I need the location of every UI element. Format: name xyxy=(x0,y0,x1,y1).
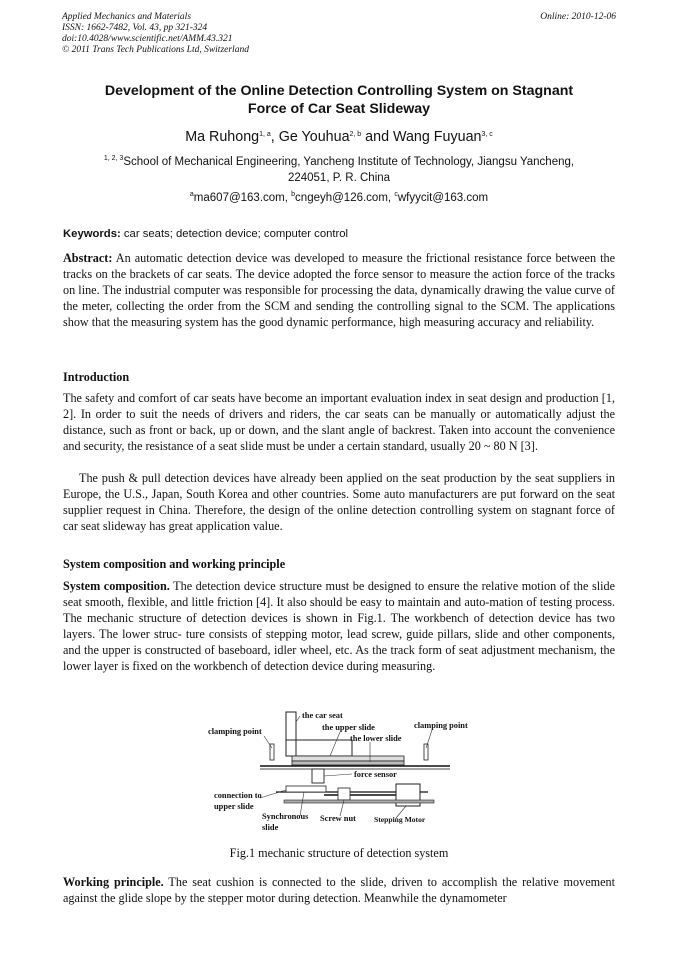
email-c[interactable]: wfyycit@163.com xyxy=(397,192,489,204)
doi-line: doi:10.4028/www.scientific.net/AMM.43.321 xyxy=(62,34,233,44)
author-1: Ma Ruhong xyxy=(185,129,260,145)
abstract-label: Abstract: xyxy=(63,251,113,265)
label-connection-2: upper slide xyxy=(214,802,254,811)
copyright-line: © 2011 Trans Tech Publications Ltd, Switzerland xyxy=(62,45,249,55)
system-heading: System composition and working principle xyxy=(63,557,286,571)
leader-line xyxy=(426,730,432,748)
author-1-sup: 1, a xyxy=(259,131,271,138)
working-principle-text: The seat cushion is connected to the slide, driven to accomplish the relative movement against the glide slope by the stepper motor during detection. Meanwhile the dynamometer xyxy=(63,875,615,905)
mechanic-structure-figure xyxy=(200,700,480,834)
journal-name: Applied Mechanics and Materials xyxy=(62,12,192,22)
label-connection-1: connection to xyxy=(214,791,262,800)
label-force-sensor: force sensor xyxy=(354,770,397,779)
lower-slide-shape xyxy=(292,761,404,765)
affiliation xyxy=(60,154,618,186)
email-a[interactable]: ma607@163.com, xyxy=(193,192,292,204)
author-separator: , xyxy=(270,129,279,145)
synchronous-slide-shape xyxy=(286,786,326,792)
author-list xyxy=(60,129,618,145)
email-list xyxy=(60,192,618,204)
author-2: Ge Youhua xyxy=(278,129,350,145)
system-composition-label: System composition. xyxy=(63,579,170,593)
issn-line: ISSN: 1662-7482, Vol. 43, pp 321-324 xyxy=(62,23,208,33)
keywords xyxy=(63,228,615,240)
email-b[interactable]: cngeyh@126.com, xyxy=(295,192,395,204)
intro-paragraph-2: The push & pull detection devices have already been applied on the seat production by the seat suppliers in Europe, the U.S., Japan, South Korea and other countries. Some auto manufacturers are put forward on the seat supplier request in China. Therefore, the design of the online detection controlling system on stagnant force of car seat slideway has great application value. xyxy=(63,471,615,533)
seat-back-shape xyxy=(286,712,296,756)
working-principle-paragraph xyxy=(63,874,615,906)
email-sup: a xyxy=(189,191,194,198)
upper-slide-shape xyxy=(292,756,404,761)
label-synchronous-2: slide xyxy=(262,823,279,832)
label-upper-slide: the upper slide xyxy=(322,723,375,732)
label-car-seat: the car seat xyxy=(302,711,343,720)
figure-caption: Fig.1 mechanic structure of detection system xyxy=(229,846,449,860)
title-line-1: Development of the Online Detection Controlling System on Stagnant xyxy=(104,83,574,99)
keywords-label: Keywords: xyxy=(63,228,121,240)
clamp-post-right xyxy=(424,744,428,760)
email-sup: b xyxy=(291,191,296,198)
affiliation-line-2: 224051, P. R. China xyxy=(287,172,391,184)
leader-line xyxy=(264,736,272,748)
working-principle-label: Working principle. xyxy=(63,875,164,889)
base-plate-shape xyxy=(284,800,434,803)
label-stepping-motor: Stepping Motor xyxy=(374,815,426,824)
author-3: Wang Fuyuan xyxy=(393,129,482,145)
intro-paragraph-1: The safety and comfort of car seats have become an important evaluation index in seat design and production [1, 2]. In order to suit the needs of drivers and riders, the car seats can be manually or automatically adjust the distance, such as front or back, up or down, and the slant angle of backrest. Taken into account the convenience and security, the resistance of a seat slide must be under a certain standard, usually 20 ~ 80 N [3]. xyxy=(63,391,615,453)
affiliation-sup: 1, 2, 3 xyxy=(103,155,124,162)
leader-line xyxy=(260,790,286,798)
email-sup: c xyxy=(394,191,398,198)
journal-header xyxy=(62,12,249,56)
leader-line xyxy=(296,716,300,722)
label-clamping-point-left: clamping point xyxy=(208,727,262,736)
force-sensor-shape xyxy=(312,769,324,783)
author-2-sup: 2, b xyxy=(349,131,362,138)
label-screw-nut: Screw nut xyxy=(320,814,356,823)
screw-nut-shape xyxy=(338,788,350,800)
keywords-text: car seats; detection device; computer control xyxy=(120,228,349,240)
abstract xyxy=(63,250,615,330)
affiliation-line-1: School of Mechanical Engineering, Yancheng Institute of Technology, Jiangsu Yancheng, xyxy=(123,156,575,168)
system-composition-paragraph xyxy=(63,578,615,674)
system-composition-text: The detection device structure must be designed to ensure the relative motion of the slide seat smooth, flexible, and little friction [4]. It also should be easy to maintain and auto-mation of testing process. The mechanic structure of detection devices is shown in Fig.1. The workbench of detection device has two layers. The lower struc- ture consists of stepping motor, lead screw, guide pillars, slide and other components, and the upper is constructed of baseboard, idler wheel, etc. As the track form of seat adjustment mechanism, the lower layer is fixed on the workbench of detection device during measuring. xyxy=(63,579,615,673)
intro-heading: Introduction xyxy=(63,370,130,384)
title-line-2: Force of Car Seat Slideway xyxy=(247,101,431,117)
paper-title xyxy=(60,82,618,118)
author-3-sup: 3, c xyxy=(481,131,493,138)
label-synchronous-1: Synchronous xyxy=(262,812,309,821)
label-clamping-point-right: clamping point xyxy=(414,721,468,730)
leader-line xyxy=(324,774,352,776)
leader-line xyxy=(330,732,340,756)
label-lower-slide: the lower slide xyxy=(350,734,402,743)
abstract-text: An automatic detection device was developed to measure the frictional resistance force between the tracks on the brackets of car seats. The device adopted the force sensor to measure the action force of the tracks on line. The industrial computer was responsible for processing the data, dynamically drawing the value curve of the meter, collecting the order from the SCM and sending the controlling signal to the SCM. The applications show that the measuring system has the good dynamic performance, high measuring accuracy and reliability. xyxy=(63,251,615,329)
author-separator: and xyxy=(361,129,394,145)
online-date: Online: 2010-12-06 xyxy=(540,12,616,22)
